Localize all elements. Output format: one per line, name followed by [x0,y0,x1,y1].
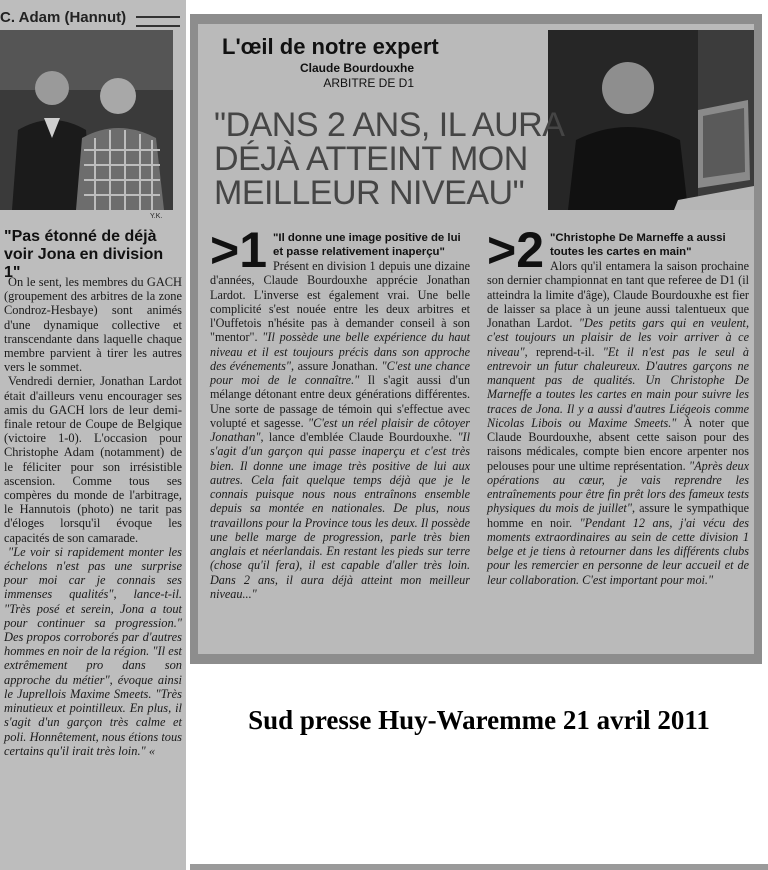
section-2-number: >2 [487,222,545,278]
section-2-body: Alors qu'il entamera la saison prochaine son dernier championnat en tant que referee de D1 (il atteindra la limite d'âge), Claude Bourdouxhe est fier de laisser sa place à un jeune aussi talentueux que Jonathan Lardot. "Des petits gars qui en veulent, c'est toujours un plaisir de les voir arriver à ce niveau", reprend-t-il. "Et il n'est pas le seul à entrevoir un futur chaleureux. D'autres garçons ne manquent pas de qualités. Un Christophe De Marneffe a toutes les cartes en main pour suivre les traces de Jona. Il y a aussi d'autres Liégeois comme Nicolas Libois ou Maxime Smeets." À noter que Claude Bourdouxhe, absent cette saison pour des raisons médicales, compte bien encore arpenter nos pelouses pour une ultime représentation. "Après deux opérations au cœur, je vais reprendre les entraînements pour être fin prêt lors des fameux tests physiques du mois de juillet", assure le sympathique homme en noir. "Pendant 12 ans, j'ai vécu des moments extraordinaires au sein de cette division 1 belge et je tiens à retourner dans les différents clubs pour les remercier en personne de leur accueil et de leur collaboration. C'est important pour moi." [487,259,749,587]
left-paragraph-3: "Le voir si rapidement monter les échelons n'est pas une surprise pour moi car je connais ses immenses qualités", lance-t-il. "Très posé et serein, Jona a tout pour continuer sa progression." Des propos corroborés par d'autres hommes en noir de la région. "Il est extrêmement pro dans son approche du métier", évoque ainsi le Juprellois Maxime Smeets. "Très minutieux et pointilleux. En plus, il s'agit d'un garçon très calme et poli. Honnêtement, nous étions tous certains qu'il irait très loin." « [4,544,182,758]
bottom-strip [190,864,768,870]
left-paragraph-2: Vendredi dernier, Jonathan Lardot était d'ailleurs venu encourager ses amis du GACH lors de leur demi-finale retour de Coupe de Belgique (victoire 1-0). L'occasion pour Christophe Adam (notamment) de le féliciter pour son irrésistible ascension. Comme tous ses compères du monde de l'arbitrage, le Hannutois (photo) ne tarit pas d'éloges lorsqu'il évoque les capacités de son camarade. [4,374,182,545]
left-column-header [0,8,186,30]
header-rule [136,16,180,27]
left-header-text: C. Adam (Hannut) [0,9,127,26]
pull-quote: "DANS 2 ANS, IL AURA DÉJÀ ATTEINT MON MEILLEUR NIVEAU" [214,106,563,212]
section-2 [487,222,749,587]
photo-credit: Y.K. [150,213,163,220]
expert-role: ARBITRE DE D1 [323,76,414,90]
expert-name: Claude Bourdouxhe [299,61,414,75]
left-column-heading: "Pas étonné de déjà voir Jona en division 1" [4,228,164,281]
left-column-body [4,275,182,758]
source-caption: Sud presse Huy-Waremme 21 avril 2011 [248,705,710,735]
section-1-number: >1 [210,222,268,278]
section-2-subhead: "Christophe De Marneffe a aussi toutes les cartes en main" [550,232,726,258]
section-1 [210,222,471,601]
expert-photo [548,30,754,210]
expert-label: L'œil de notre expert [222,34,439,59]
left-paragraph-1: On le sent, les membres du GACH (groupement des arbitres de la zone Condroz-Hesbaye) sont animés d'une dynamique collective et transcendante dans laquelle chaque membre parvient à tirer les autres vers le sommet. [4,275,182,375]
two-referees-photo [0,30,173,210]
section-1-body: Présent en division 1 depuis une dizaine d'années, Claude Bourdouxhe apprécie Jonathan Lardot. L'inverse est également vrai. Une belle complicité s'est nouée entre les deux arbitres et l'Ouffetois n'hésite pas à demander conseil à son "mentor". "Il possède une belle expérience du haut niveau et il est toujours précis dans son approche des événements", assure Jonathan. "C'est une chance pour moi de le connaître." Il s'agit aussi d'un mélange détonant entre deux générations différentes. Une sorte de passage de témoin qui s'effectue avec volupté et sagesse. "C'est un réel plaisir de côtoyer Jonathan", lance d'emblée Claude Bourdouxhe. "Il s'agit d'un garçon qui passe inaperçu et c'est très bien. Il donne une image très positive de lui aux autres. Cela fait quelque temps déjà que je le connais puisque nous nous entraînons ensemble depuis sa montée en nationales. De plus, nous travaillons pour la Province tous les deux. Il possède une belle marge de progression, parle très bien anglais et néerlandais. En restant les pieds sur terre (chose qu'il fera), il est capable d'aller très loin. Dans 2 ans, il aura déjà atteint mon meilleur niveau..." [210,259,471,601]
section-1-subhead: "Il donne une image positive de lui et passe relativement inaperçu" [273,232,461,258]
